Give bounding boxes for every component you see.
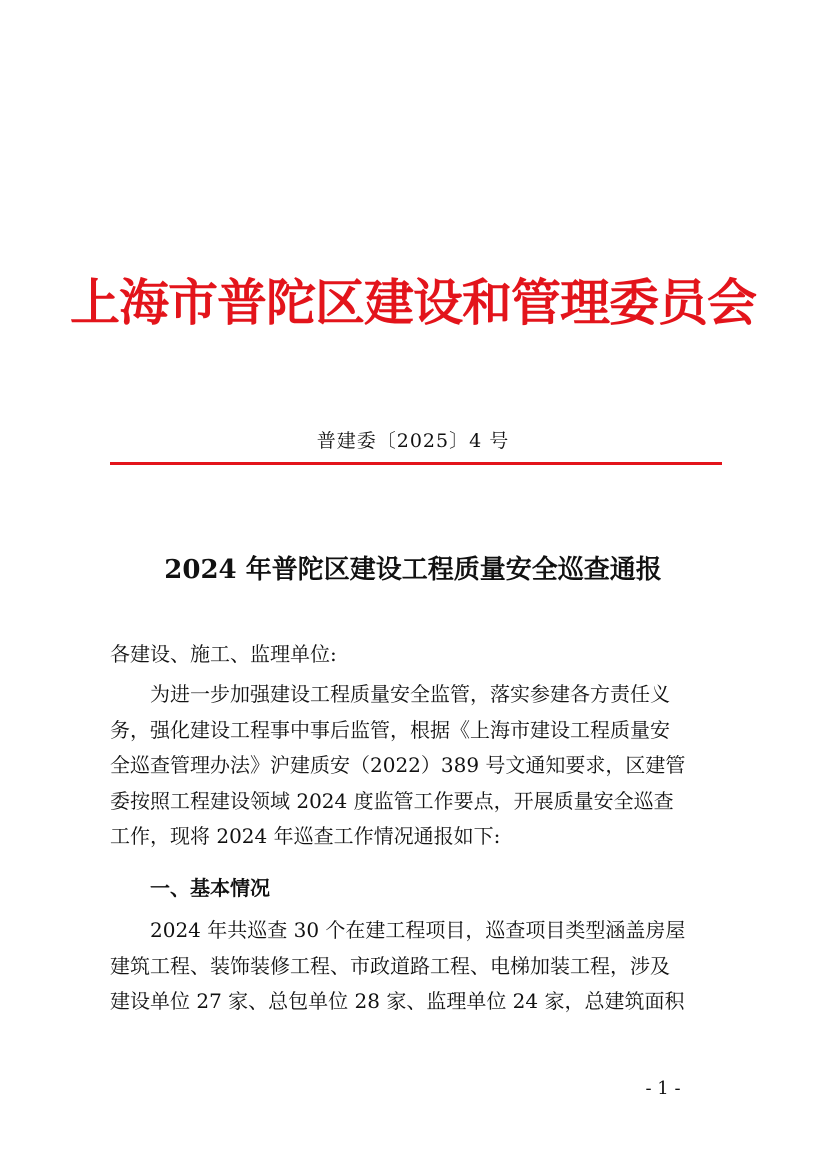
paragraph-line: 建设单位 27 家、总包单位 28 家、监理单位 24 家，总建筑面积 (110, 989, 685, 1013)
salutation (110, 637, 725, 673)
paragraph-line: 为进一步加强建设工程质量安全监管，落实参建各方责任义 (150, 682, 670, 706)
paragraph-line: 建筑工程、装饰装修工程、市政道路工程、电梯加装工程，涉及 (110, 953, 670, 978)
page-number: - 1 - (645, 1078, 681, 1099)
paragraph-line: 2024 年共巡查 30 个在建工程项目，巡查项目类型涵盖房屋 (150, 918, 686, 942)
paragraph-intro (110, 677, 725, 855)
document-title: 2024 年普陀区建设工程质量安全巡查通报 (164, 555, 662, 585)
paragraph-line: 工作，现将 2024 年巡查工作情况通报如下: (110, 824, 501, 848)
paragraph-line: 委按照工程建设领域 2024 度监管工作要点，开展质量安全巡查 (110, 788, 674, 813)
salutation-text: 各建设、施工、监理单位: (110, 642, 337, 666)
paragraph-line: 务，强化建设工程事中事后监管，根据《上海市建设工程质量安 (110, 717, 670, 742)
paragraph-line: 全巡查管理办法》沪建质安（2022）389 号文通知要求，区建管 (110, 753, 686, 777)
section-heading-basic-situation: 一、基本情况 (150, 876, 270, 900)
issuer-name: 上海市普陀区建设和管理委员会 (70, 273, 756, 332)
red-divider-line (110, 462, 722, 465)
paragraph-basic-situation (110, 913, 725, 1020)
document-number: 普建委〔2025〕4 号 (316, 430, 510, 452)
